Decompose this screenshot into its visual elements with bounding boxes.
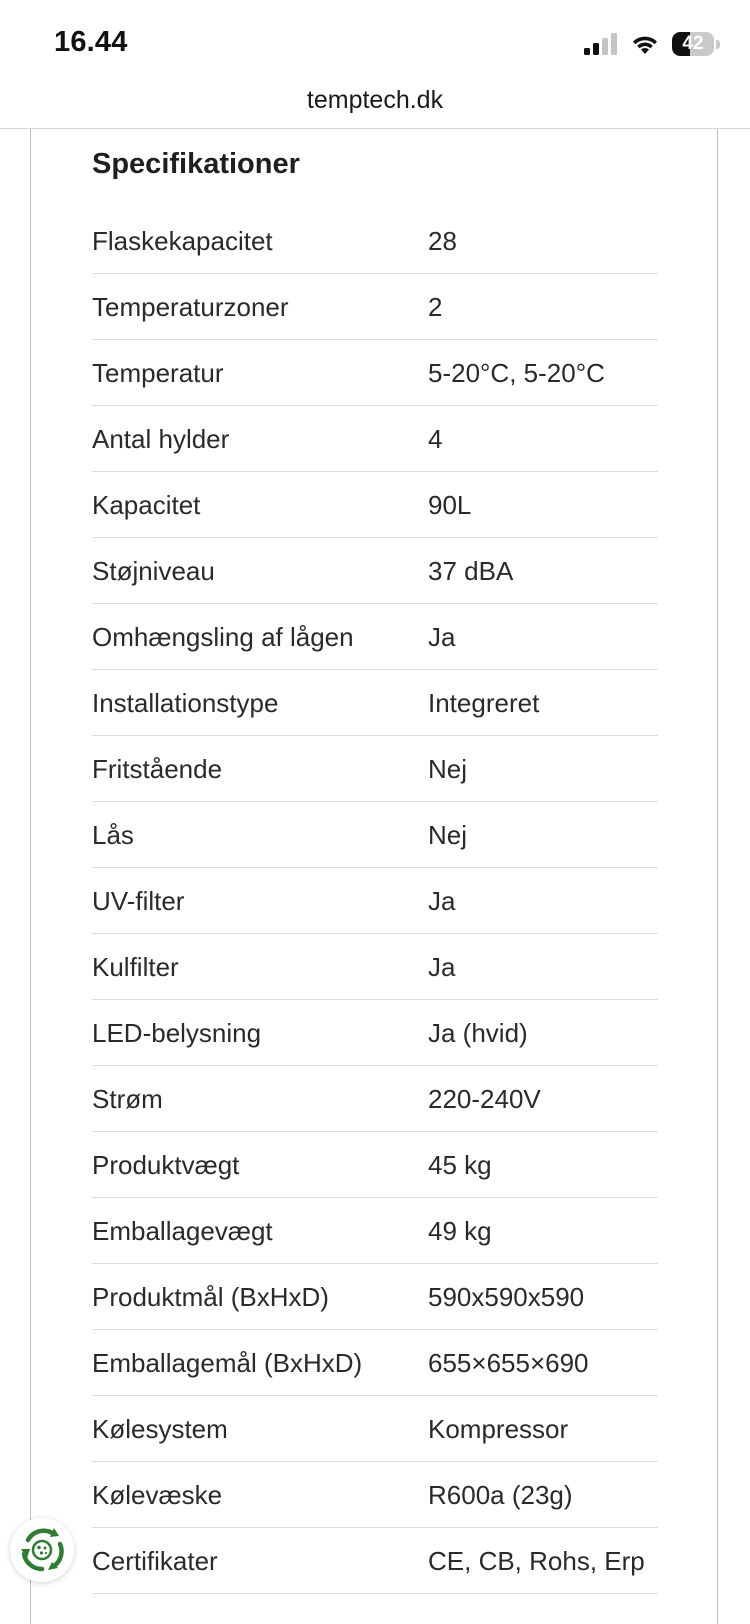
spec-row bbox=[92, 934, 658, 1000]
spec-label: Temperatur bbox=[92, 358, 224, 388]
status-icons bbox=[584, 30, 720, 58]
spec-row bbox=[92, 1066, 658, 1132]
spec-row bbox=[92, 1330, 658, 1396]
spec-value: Ja bbox=[428, 622, 456, 652]
spec-label: Støjniveau bbox=[92, 556, 215, 586]
cookie-consent-icon bbox=[14, 1522, 70, 1578]
spec-row bbox=[92, 1198, 658, 1264]
spec-value: R600a (23g) bbox=[428, 1480, 573, 1510]
spec-value: 2 bbox=[428, 292, 443, 322]
spec-value: 4 bbox=[428, 424, 443, 454]
spec-row bbox=[92, 802, 658, 868]
spec-row bbox=[92, 340, 658, 406]
specifications-heading: Specifikationer bbox=[92, 148, 300, 180]
spec-row bbox=[92, 208, 658, 274]
spec-value: 220-240V bbox=[428, 1084, 541, 1114]
battery-cap bbox=[716, 40, 720, 49]
wifi-icon bbox=[630, 33, 660, 55]
spec-value: 655×655×690 bbox=[428, 1348, 589, 1378]
spec-label: Emballagevægt bbox=[92, 1216, 273, 1246]
spec-value: 49 kg bbox=[428, 1216, 492, 1246]
spec-label: Installationstype bbox=[92, 688, 279, 718]
status-time: 16.44 bbox=[54, 26, 128, 58]
spec-value: Kompressor bbox=[428, 1414, 569, 1444]
spec-label: Temperaturzoner bbox=[92, 292, 289, 322]
spec-value: 28 bbox=[428, 226, 457, 256]
spec-label: Lås bbox=[92, 820, 134, 850]
spec-row bbox=[92, 736, 658, 802]
spec-row bbox=[92, 1132, 658, 1198]
spec-label: Flaskekapacitet bbox=[92, 226, 273, 256]
spec-label: Produktmål (BxHxD) bbox=[92, 1282, 329, 1312]
spec-value: Integreret bbox=[428, 688, 540, 718]
spec-label: Produktvægt bbox=[92, 1150, 240, 1180]
spec-row bbox=[92, 538, 658, 604]
spec-value: Ja bbox=[428, 952, 456, 982]
spec-row bbox=[92, 1264, 658, 1330]
spec-label: Omhængsling af lågen bbox=[92, 622, 354, 652]
spec-row bbox=[92, 1000, 658, 1066]
cellular-signal-icon bbox=[584, 33, 618, 55]
spec-value: Ja bbox=[428, 886, 456, 916]
spec-label: Kapacitet bbox=[92, 490, 201, 520]
spec-label: Kølesystem bbox=[92, 1414, 228, 1444]
status-bar bbox=[0, 0, 750, 80]
battery-level: 42 bbox=[682, 33, 704, 54]
spec-value: CE, CB, Rohs, Erp bbox=[428, 1546, 645, 1576]
cookie-consent-button[interactable] bbox=[10, 1518, 74, 1582]
url-text[interactable]: temptech.dk bbox=[306, 86, 444, 114]
spec-value: 37 dBA bbox=[428, 556, 514, 586]
spec-label: UV-filter bbox=[92, 886, 185, 916]
spec-row bbox=[92, 868, 658, 934]
battery-icon bbox=[672, 32, 720, 56]
spec-value: Ja (hvid) bbox=[428, 1018, 528, 1048]
spec-label: Emballagemål (BxHxD) bbox=[92, 1348, 363, 1378]
spec-value: Nej bbox=[428, 754, 468, 784]
spec-label: Kulfilter bbox=[92, 952, 179, 982]
spec-value: 45 kg bbox=[428, 1150, 492, 1180]
spec-label: Fritstående bbox=[92, 754, 223, 784]
battery-body bbox=[672, 32, 714, 56]
spec-row bbox=[92, 670, 658, 736]
spec-row bbox=[92, 1528, 658, 1594]
spec-label: Strøm bbox=[92, 1084, 163, 1114]
spec-label: Certifikater bbox=[92, 1546, 218, 1576]
spec-row bbox=[92, 604, 658, 670]
spec-row bbox=[92, 274, 658, 340]
spec-label: Antal hylder bbox=[92, 424, 230, 454]
spec-row bbox=[92, 472, 658, 538]
spec-value: 90L bbox=[428, 490, 472, 520]
specifications-table bbox=[92, 208, 658, 1594]
url-bar[interactable] bbox=[0, 80, 750, 129]
spec-row bbox=[92, 1462, 658, 1528]
spec-value: 5-20°C, 5-20°C bbox=[428, 358, 605, 388]
spec-value: Nej bbox=[428, 820, 468, 850]
spec-row bbox=[92, 1396, 658, 1462]
spec-label: Kølevæske bbox=[92, 1480, 223, 1510]
spec-label: LED-belysning bbox=[92, 1018, 262, 1048]
spec-row bbox=[92, 406, 658, 472]
spec-value: 590x590x590 bbox=[428, 1282, 585, 1312]
